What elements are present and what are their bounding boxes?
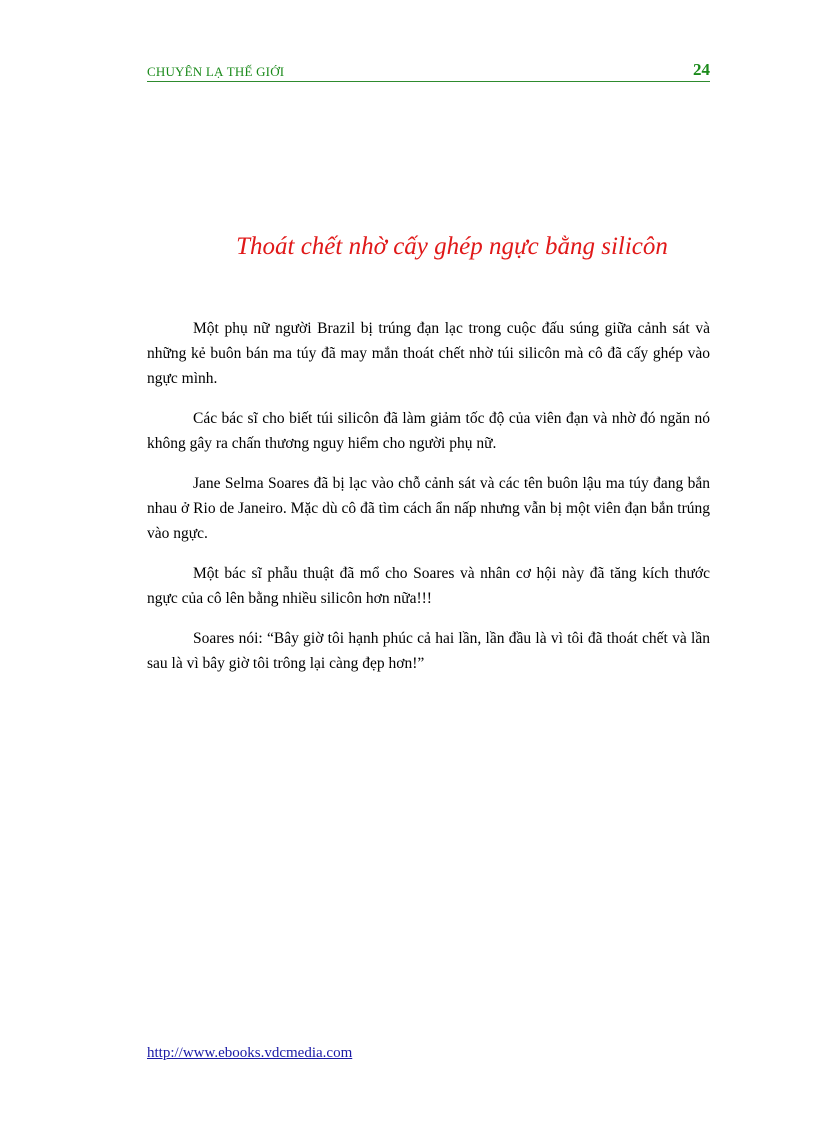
paragraph: Soares nói: “Bây giờ tôi hạnh phúc cả hai lần, lần đầu là vì tôi đã thoát chết và lần sau là vì bây giờ tôi trông lại càng đẹp hơn!”	[147, 630, 710, 672]
paragraph: Jane Selma Soares đã bị lạc vào chỗ cảnh sát và các tên buôn lậu ma túy đang bắn nhau ở Rio de Janeiro. Mặc dù cô đã tìm cách ẩn nấp nhưng vẫn bị một viên đạn bắn trúng vào ngực.	[147, 475, 710, 542]
paragraph: Một phụ nữ người Brazil bị trúng đạn lạc trong cuộc đấu súng giữa cảnh sát và những kẻ buôn bán ma túy đã may mắn thoát chết nhờ túi silicôn mà cô đã cấy ghép vào ngực mình.	[147, 320, 710, 387]
article-title: Thoát chết nhờ cấy ghép ngực bằng silicôn	[236, 233, 668, 260]
paragraph: Các bác sĩ cho biết túi silicôn đã làm giảm tốc độ của viên đạn và nhờ đó ngăn nó không gây ra chấn thương nguy hiểm cho người phụ nữ.	[147, 410, 710, 452]
article-body	[147, 316, 710, 691]
page-number: 24	[693, 60, 710, 79]
paragraph: Một bác sĩ phẫu thuật đã mổ cho Soares và nhân cơ hội này đã tăng kích thước ngực của cô lên bằng nhiều silicôn hơn nữa!!!	[147, 565, 710, 607]
footer-link[interactable]: http://www.ebooks.vdcmedia.com	[147, 1045, 353, 1061]
running-header-title: CHUYÊN LẠ THẾ GIỚI	[147, 64, 285, 79]
page-header	[147, 60, 710, 82]
